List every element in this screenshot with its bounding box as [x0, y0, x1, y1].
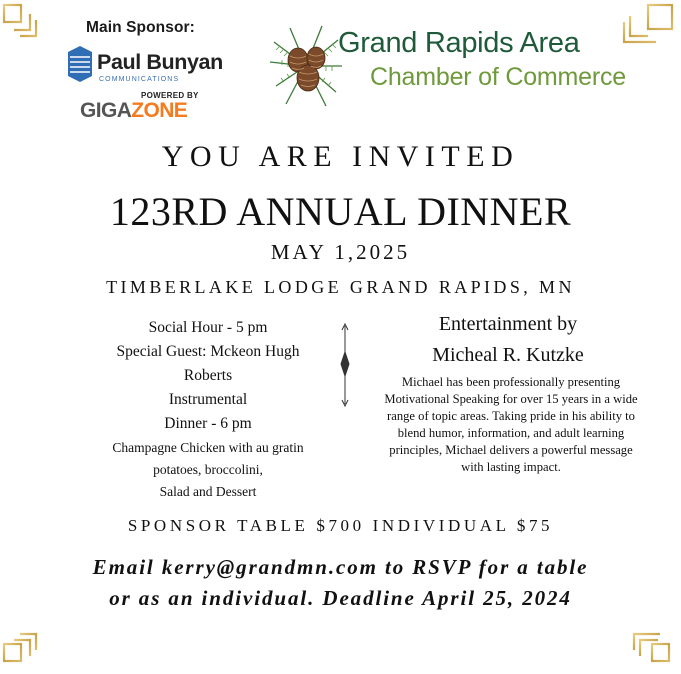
menu-item: potatoes, broccolini, — [153, 462, 263, 477]
schedule-item: Roberts — [183, 367, 233, 384]
schedule-item: Instrumental — [168, 391, 248, 408]
gigazone-zone: ZONE — [131, 99, 188, 122]
main-sponsor-label: Main Sponsor: — [86, 19, 195, 36]
event-venue: TIMBERLAKE LODGE GRAND RAPIDS, MN — [106, 277, 575, 297]
rsvp-line-1: Email kerry@grandmn.com to RSVP for a table — [92, 555, 589, 579]
rsvp-instructions — [20, 552, 661, 614]
pinecone-icon — [266, 22, 346, 108]
gigazone-logo — [80, 99, 187, 123]
schedule-item: Special Guest: Mckeon Hugh — [116, 343, 300, 360]
entertainer-name: Micheal R. Kutzke — [432, 344, 584, 366]
paul-bunyan-logo-icon — [66, 46, 94, 82]
gigazone-giga: GIGA — [80, 99, 132, 122]
entertainment-heading: Entertainment by — [438, 313, 578, 335]
event-date: MAY 1,2025 — [270, 240, 411, 264]
invitation-heading: YOU ARE INVITED — [161, 140, 520, 173]
paul-bunyan-name: Paul Bunyan — [97, 50, 223, 74]
event-title: 123RD ANNUAL DINNER — [109, 189, 572, 234]
entertainer-description: Michael has been professionally presenting Motivational Speaking for over 15 years in a wide range of topic areas. Taking pride in his ability to blend humor, information, and adult learning principles, Michael delivers a powerful message with lasting impact. — [384, 375, 638, 474]
rsvp-line-2: or as an individual. Deadline April 25, 2024 — [109, 586, 572, 610]
chamber-name: Grand Rapids Area — [338, 27, 580, 59]
schedule-item: Social Hour - 5 pm — [148, 319, 268, 336]
menu-item: Salad and Dessert — [159, 484, 257, 499]
chamber-subtitle: Chamber of Commerce — [370, 63, 627, 91]
pricing-line: SPONSOR TABLE $700 INDIVIDUAL $75 — [127, 516, 554, 535]
powered-by-label: POWERED BY — [141, 91, 199, 100]
menu-item: Champagne Chicken with au gratin — [112, 440, 304, 455]
paul-bunyan-subtitle: COMMUNICATIONS — [99, 76, 180, 83]
schedule-item: Dinner - 6 pm — [164, 415, 252, 432]
